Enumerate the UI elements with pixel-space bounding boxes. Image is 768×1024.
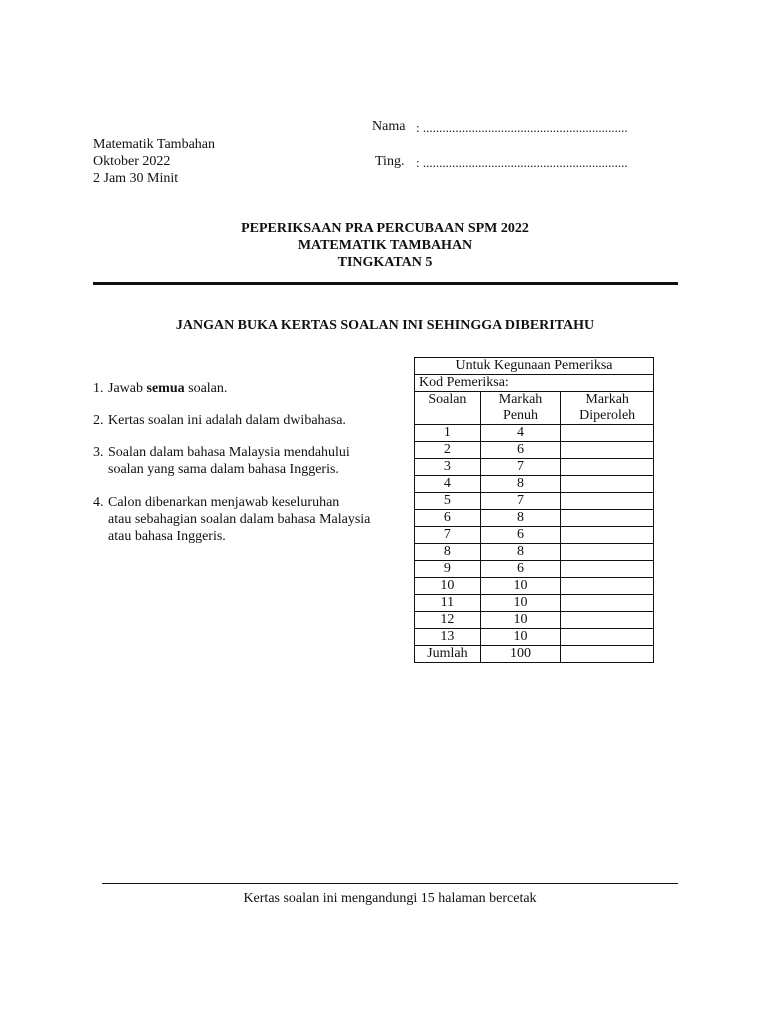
obtained-marks-cell[interactable] <box>561 595 654 612</box>
table-row <box>415 493 654 510</box>
table-row <box>415 442 654 459</box>
instruction-2 <box>93 412 403 429</box>
table-row <box>415 561 654 578</box>
header-markah-penuh <box>480 392 561 425</box>
exam-duration: 2 Jam 30 Minit <box>93 171 179 186</box>
examiner-code-field[interactable]: Kod Pemeriksa: <box>415 375 654 392</box>
obtained-marks-cell[interactable] <box>561 459 654 476</box>
do-not-open-warning: JANGAN BUKA KERTAS SOALAN INI SEHINGGA DIBERITAHU <box>175 318 595 333</box>
full-marks: 8 <box>480 476 561 493</box>
table-row <box>415 459 654 476</box>
full-marks: 6 <box>480 442 561 459</box>
footer-divider <box>102 883 678 884</box>
obtained-marks-cell[interactable] <box>561 527 654 544</box>
header-markah-penuh-line-1: Markah <box>498 392 543 407</box>
question-number: 1 <box>415 425 481 442</box>
exam-date: Oktober 2022 <box>93 154 171 169</box>
obtained-marks-cell[interactable] <box>561 629 654 646</box>
question-number: 2 <box>415 442 481 459</box>
instruction-4-line-3: atau bahasa Inggeris. <box>108 529 226 544</box>
table-caption: Untuk Kegunaan Pemeriksa <box>415 358 654 375</box>
table-row <box>415 527 654 544</box>
table-row <box>415 544 654 561</box>
exam-title-line-1: PEPERIKSAAN PRA PERCUBAAN SPM 2022 <box>241 221 529 236</box>
full-marks: 4 <box>480 425 561 442</box>
obtained-marks-cell[interactable] <box>561 544 654 561</box>
total-value: 100 <box>480 646 561 663</box>
total-label: Jumlah <box>415 646 481 663</box>
header-markah-penuh-line-2: Penuh <box>503 408 539 423</box>
ting-field[interactable]: : ............................................................... <box>416 155 628 170</box>
table-row <box>415 578 654 595</box>
instruction-1-post: soalan. <box>184 381 228 396</box>
full-marks: 6 <box>480 561 561 578</box>
obtained-marks-cell[interactable] <box>561 510 654 527</box>
instruction-2-number: 2. <box>93 413 104 428</box>
full-marks: 7 <box>480 459 561 476</box>
instruction-4-line-2: atau sebahagian soalan dalam bahasa Malaysia <box>108 512 371 527</box>
full-marks: 10 <box>480 612 561 629</box>
full-marks: 6 <box>480 527 561 544</box>
instruction-1 <box>93 380 403 397</box>
instruction-3-number: 3. <box>93 445 104 460</box>
nama-field[interactable]: : ............................................................... <box>416 120 628 135</box>
full-marks: 8 <box>480 510 561 527</box>
instruction-3-line-2: soalan yang sama dalam bahasa Inggeris. <box>108 462 339 477</box>
table-row <box>415 612 654 629</box>
header-markah-diperoleh <box>561 392 654 425</box>
question-number: 8 <box>415 544 481 561</box>
header-soalan: Soalan <box>415 392 481 425</box>
instruction-1-pre: Jawab <box>108 381 147 396</box>
question-number: 9 <box>415 561 481 578</box>
exam-title <box>93 220 677 271</box>
instruction-4-number: 4. <box>93 495 104 510</box>
examiner-marks-table <box>414 357 654 663</box>
table-row <box>415 629 654 646</box>
table-header-row <box>415 392 654 425</box>
subject-name: Matematik Tambahan <box>93 137 216 152</box>
table-row <box>415 595 654 612</box>
instruction-2-text: Kertas soalan ini adalah dalam dwibahasa. <box>108 413 346 428</box>
table-row <box>415 510 654 527</box>
question-number: 4 <box>415 476 481 493</box>
full-marks: 10 <box>480 578 561 595</box>
page-count-note: Kertas soalan ini mengandungi 15 halaman bercetak <box>243 891 537 906</box>
obtained-marks-cell[interactable] <box>561 442 654 459</box>
total-obtained-cell[interactable] <box>561 646 654 663</box>
header-markah-diperoleh-line-2: Diperoleh <box>579 408 636 423</box>
exam-title-line-3: TINGKATAN 5 <box>337 255 433 270</box>
examiner-code-row <box>415 375 654 392</box>
instruction-4 <box>93 494 403 545</box>
instruction-1-number: 1. <box>93 381 104 396</box>
obtained-marks-cell[interactable] <box>561 425 654 442</box>
instruction-4-line-1: Calon dibenarkan menjawab keseluruhan <box>108 495 340 510</box>
question-number: 12 <box>415 612 481 629</box>
question-number: 5 <box>415 493 481 510</box>
obtained-marks-cell[interactable] <box>561 476 654 493</box>
ting-label: Ting. <box>375 154 405 169</box>
obtained-marks-cell[interactable] <box>561 578 654 595</box>
question-number: 10 <box>415 578 481 595</box>
question-number: 6 <box>415 510 481 527</box>
question-number: 11 <box>415 595 481 612</box>
full-marks: 8 <box>480 544 561 561</box>
table-row <box>415 425 654 442</box>
question-number: 13 <box>415 629 481 646</box>
table-caption-row <box>415 358 654 375</box>
full-marks: 7 <box>480 493 561 510</box>
full-marks: 10 <box>480 629 561 646</box>
nama-label: Nama <box>372 119 406 134</box>
obtained-marks-cell[interactable] <box>561 612 654 629</box>
instruction-1-bold: semua <box>146 381 185 396</box>
exam-title-line-2: MATEMATIK TAMBAHAN <box>297 238 473 253</box>
question-number: 7 <box>415 527 481 544</box>
table-total-row <box>415 646 654 663</box>
obtained-marks-cell[interactable] <box>561 561 654 578</box>
title-divider <box>93 282 678 285</box>
obtained-marks-cell[interactable] <box>561 493 654 510</box>
instruction-3-line-1: Soalan dalam bahasa Malaysia mendahului <box>108 445 350 460</box>
full-marks: 10 <box>480 595 561 612</box>
question-number: 3 <box>415 459 481 476</box>
table-row <box>415 476 654 493</box>
instruction-3 <box>93 444 403 478</box>
header-markah-diperoleh-line-1: Markah <box>585 392 629 407</box>
